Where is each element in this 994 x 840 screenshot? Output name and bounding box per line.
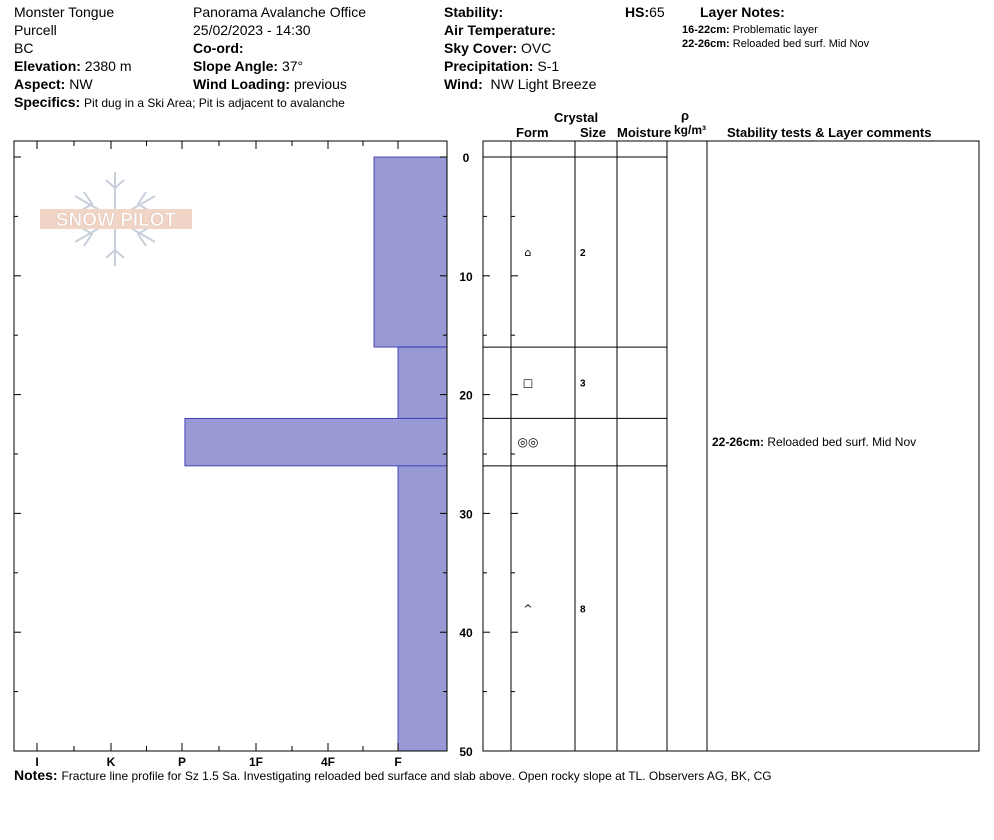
notes [14,767,772,784]
mountain-range: Purcell [14,22,57,38]
depth-label: 30 [459,507,473,522]
form-header: Form [516,125,549,140]
observation-datetime: 25/02/2023 - 14:30 [193,22,311,38]
air-temp-label: Air Temperature: [444,22,556,38]
hs-label: HS: [625,4,650,20]
hardness-bar-3 [398,466,447,751]
crystal-size: 8 [580,604,586,616]
depth-label: 20 [459,388,473,403]
snow-pilot-logo [40,172,192,266]
density-unit-header: kg/m³ [674,123,707,137]
depth-label: 50 [459,745,473,759]
location-name: Monster Tongue [14,4,115,20]
rho-header: ρ [681,108,690,123]
hardness-label-1f: 1F [248,755,264,769]
stability-label: Stability: [444,4,504,20]
region: BC [14,40,34,56]
layer-comment-0: 22-26cm: Reloaded bed surf. Mid Nov [712,435,917,450]
hardness-bar-2 [185,418,447,466]
wind-loading-value: previous [293,76,347,92]
crystal-form-melt-freeze: ◎◎ [517,435,539,450]
depth-label: 40 [459,626,473,641]
crystal-size: 2 [580,248,586,260]
office-name: Panorama Avalanche Office [193,4,367,20]
hardness-label-p: P [177,755,187,769]
elevation-label: Elevation: [14,58,81,74]
layer-note-1: 16-22cm: Problematic layer [682,24,818,36]
layer-note-2: 22-26cm: Reloaded bed surf. Mid Nov [682,38,870,50]
precip-label: Precipitation: [444,58,534,74]
crystal-form-precipitation-particle: ⌂ [524,246,532,260]
precip-value: S-1 [537,58,560,74]
layer-notes-title: Layer Notes: [700,4,785,20]
logo-text: SNOW PILOT [55,210,177,231]
hardness-bar-1 [398,347,447,418]
moisture-header: Moisture [617,125,672,140]
wind-loading-label: Wind Loading: [193,76,291,92]
size-header: Size [580,125,607,140]
depth-label: 10 [459,269,473,284]
crystal-form-faceted-crystal: □ [522,376,534,390]
elevation-value: 2380 m [84,58,132,74]
hardness-label-f: F [394,755,402,769]
aspect-value: NW [69,76,93,92]
hardness-bar-0 [374,157,447,347]
notes-label: Notes: [14,767,58,783]
wind-label: Wind: [444,76,483,92]
hardness-label-k: K [106,755,116,769]
aspect-label: Aspect: [14,76,66,92]
slope-label: Slope Angle: [193,58,279,74]
crystal-form-depth-hoar: ^ [523,602,533,616]
coord-label: Co-ord: [193,40,244,56]
sky-label: Sky Cover: [444,40,518,56]
notes-text: Fracture line profile for Sz 1.5 Sa. Investigating reloaded bed surface and slab above. Open rocky slope at TL. Observers AG, BK, CG [61,769,772,783]
sky-value: OVC [521,40,552,56]
hardness-label-4f: 4F [320,755,336,769]
crystal-size: 3 [580,378,586,390]
hardness-label-i: I [35,755,39,769]
slope-value: 37° [281,58,304,74]
depth-label: 0 [462,151,470,165]
specifics-value: Pit dug in a Ski Area; Pit is adjacent to avalanche [84,96,345,110]
hs-value: 65 [649,4,665,20]
comments-header: Stability tests & Layer comments [727,125,932,140]
wind-value: NW Light Breeze [490,76,597,92]
specifics-label: Specifics: [14,94,81,110]
crystal-header: Crystal [554,110,599,125]
